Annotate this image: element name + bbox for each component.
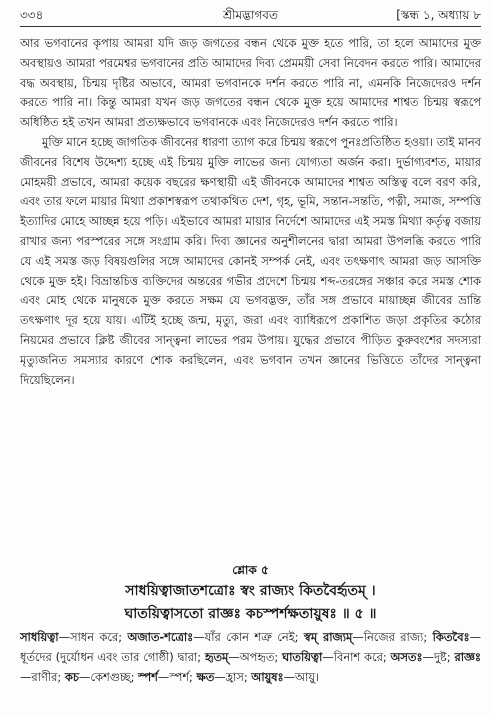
page-header — [20, 6, 481, 24]
synonym-meaning: সাধন করে; — [69, 630, 128, 644]
synonym-meaning: আয়ু। — [295, 669, 320, 684]
synonym-meaning: কেশগুচ্ছ; — [90, 669, 139, 684]
synonym-word: অসতঃ — [390, 649, 423, 664]
synonym-word: কিতবৈঃ — [432, 630, 470, 644]
synonym-word: রাজ্ঞঃ — [454, 649, 481, 664]
word-synonyms: সাধয়িত্বা—সাধন করে; অজাত-শত্রোঃ—যাঁর কোন শত্রু নেই; স্বম্ রাজ্যম্—নিজের রাজ্য; কিতবৈঃ—ধূর্তদের (দুর্যোধন এবং তার গোষ্ঠী) দ্বারা; হৃতম্—অপহৃত; ঘাতয়িত্বা—বিনাশ করে; অসতঃ—দুষ্ট; রাজ্ঞঃ—রাণীর; কচ—কেশগুচ্ছ; স্পর্শ—স্পর্শ; ক্ষত—হ্রাস; আয়ুষঃ—আয়ু। — [20, 630, 482, 684]
section-reference: [স্কন্ধ ১, অধ্যায় ৮ — [396, 8, 481, 22]
header-divider — [20, 26, 481, 27]
synonym-meaning: স্পর্শ; — [169, 669, 197, 684]
verse-line: ঘাতয়িত্বাসতো রাজ্ঞঃ কচস্পর্শক্ষতায়ুষঃ ॥ ৫ ॥ — [124, 606, 377, 622]
synonym-meaning: নিজের রাজ্য; — [363, 630, 433, 644]
synonym-word: স্বম্ রাজ্যম্ — [303, 630, 353, 644]
synonym-meaning: বিনাশ করে; — [333, 649, 391, 664]
verse-block — [20, 560, 481, 626]
paragraph: আর ভগবানের কৃপায় আমরা যদি জড় জগতের বন্ধন থেকে মুক্ত হতে পারি, তা হলে আমাদের মুক্ত অবস্থায়ও আমরা পরমেশ্বর ভগবানের প্রতি আমাদের দিব্য প্রেমময়ী সেবা নিবেদন করতে পারি। আমাদের বদ্ধ অবস্থায়, চিন্ময় দৃষ্টির অভাবে, আমরা ভগবানকে দর্শন করতে পারি না, এমনকি নিজেদেরও দর্শন করতে পারি না। কিন্তু আমরা যখন জড় জগতের বন্ধন থেকে মুক্ত হয়ে আমাদের শাশ্বত চিন্ময় স্বরূপে অধিষ্ঠিত হই তখন আমরা প্রত্যক্ষভাবে ভগবানকে এবং নিজেদেরও দর্শন করতে পারি। — [20, 36, 481, 130]
synonym-word: আয়ুষঃ — [251, 669, 284, 684]
synonym-word: স্পর্শ — [138, 669, 158, 684]
synonym-meaning: হ্রাস; — [225, 669, 252, 684]
synonym-meaning: অপহৃত; — [239, 649, 283, 664]
synonym-word: ক্ষত — [196, 669, 215, 684]
paragraph: মুক্তি মানে হচ্ছে জাগতিক জীবনের ধারণা ত্যাগ করে চিন্ময় স্বরূপে পুনঃপ্রতিষ্ঠিত হওয়া। তাই মানব জীবনের বিশেষ উদ্দেশ্য হচ্ছে এই চিন্ময় মুক্তি লাভের জন্য যোগ্যতা অর্জন করা। দুর্ভাগ্যবশত, মায়ার মোহময়ী প্রভাবে, আমরা কয়েক বছরের ক্ষণস্থায়ী এই জীবনকে আমাদের শাশ্বত অস্তিত্ব বলে বরণ করি, এবং তার ফলে মায়ার মিথ্যা প্রকাশস্বরূপ তথাকথিত দেশ, গৃহ, ভূমি, সন্তান-সন্ততি, পত্নী, সমাজ, সম্পত্তি ইত্যাদির মোহে আচ্ছন্ন হয়ে পড়ি। এইভাবে আমরা মায়ার নির্দেশে আমাদের এই সমস্ত মিথ্যা কর্তৃত্ব বজায় রাখার জন্য পরস্পরের সঙ্গে সংগ্রাম করি। দিব্য জ্ঞানের অনুশীলনের দ্বারা আমরা উপলব্ধি করতে পারি যে এই সমস্ত জড় বিষয়গুলির সঙ্গে আমাদের কোনই সম্পর্ক নেই, এবং তৎক্ষণাৎ আমরা জড় আসক্তি থেকে মুক্ত হই। বিভ্রান্তচিত্ত ব্যক্তিদের অন্তরের গভীর প্রদেশে চিন্ময় শব্দ-তরঙ্গের সঞ্চার করে সমস্ত শোক এবং মোহ থেকে মানুষকে মুক্ত করতে সক্ষম যে ভগবদ্ভক্ত, তাঁর সঙ্গ প্রভাবে মায়াচ্ছন্ন জীবের ভ্রান্তি তৎক্ষণাৎ দূর হয়ে যায়। এটিই হচ্ছে জন্ম, মৃত্যু, জরা এবং ব্যাধিরূপে প্রকাশিত জড়া প্রকৃতির কঠোর নিয়মের প্রভাবে ক্লিষ্ট জীবের সান্ত্বনা লাভের পরম উপায়। যুদ্ধের প্রভাবে পীড়িত কুরুবংশের সদস্যরা মৃত্যুজনিত সমস্যার কারণে শোক করছিলেন, এবং ভগবান তখন জ্ঞানের ভিত্তিতে তাঁদের সান্ত্বনা দিয়েছিলেন। — [20, 134, 481, 387]
synonym-word: সাধয়িত্বা — [20, 630, 59, 644]
synonym-word: অজাত-শত্রোঃ — [127, 630, 194, 644]
verse-line: সাধয়িত্বাজাতশত্রোঃ স্বং রাজ্যং কিতবৈর্হৃতম্ । — [125, 583, 376, 599]
synonym-meaning: রাণীর; — [31, 669, 65, 684]
synonym-meaning: ধূর্তদের (দুর্যোধন এবং তার গোষ্ঠী) দ্বারা; — [20, 649, 205, 664]
book-title: শ্রীমদ্ভাগবত — [222, 8, 278, 22]
page-number: ৩৩৪ — [20, 8, 44, 22]
synonym-meaning: যাঁর কোন শত্রু নেই; — [204, 630, 304, 644]
verse-title: শ্লোক ৫ — [232, 563, 269, 577]
synonym-word: হৃতম্ — [204, 649, 229, 664]
synonym-word: ঘাতয়িত্বা — [282, 649, 323, 664]
purport-text — [20, 34, 481, 390]
synonym-word: কচ — [64, 669, 79, 684]
synonym-meaning: দুষ্ট; — [433, 649, 455, 664]
